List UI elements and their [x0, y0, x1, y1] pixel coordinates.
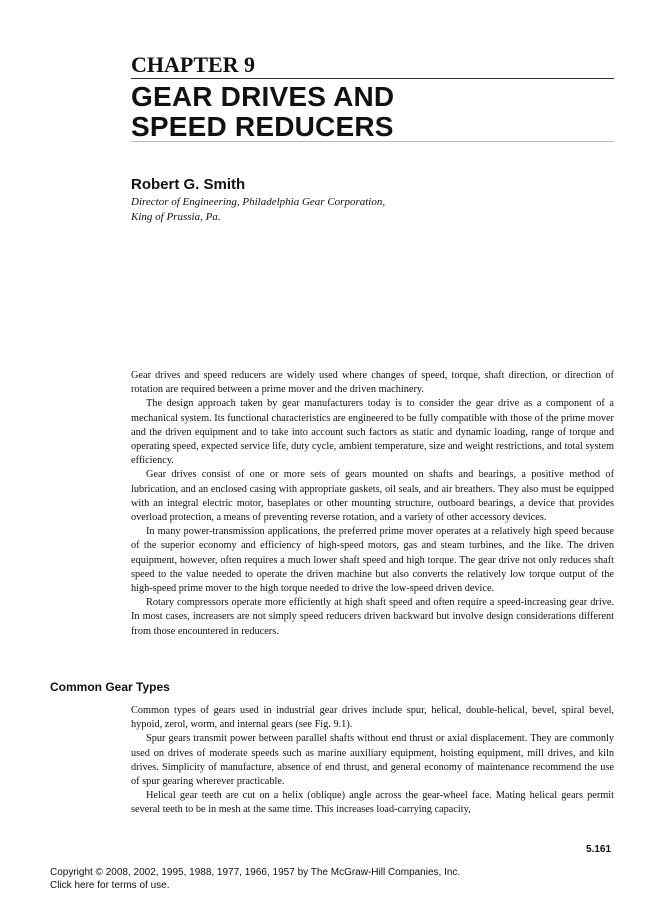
copyright-notice: Copyright © 2008, 2002, 1995, 1988, 1977, 1966, 1957 by The McGraw-Hill Companies, Inc.: [50, 867, 461, 878]
author-name: Robert G. Smith: [131, 176, 246, 193]
section-text: [131, 704, 614, 818]
chapter-rule: [131, 78, 614, 79]
terms-of-use-link[interactable]: Click here for terms of use.: [50, 880, 170, 891]
chapter-label: CHAPTER 9: [131, 52, 256, 77]
chapter-title-line: SPEED REDUCERS: [131, 111, 394, 142]
section-heading: Common Gear Types: [50, 680, 170, 694]
affiliation-line: King of Prussia, Pa.: [131, 211, 221, 223]
chapter-title-line: GEAR DRIVES AND: [131, 81, 395, 112]
affiliation-line: Director of Engineering, Philadelphia Gear Corporation,: [131, 196, 386, 208]
paragraph: Rotary compressors operate more efficiently at high shaft speed and often require a speed-increasing gear drive. In most cases, increasers are not simply speed reducers driven backward but involve design considerations different from those encountered in reducers.: [131, 597, 614, 637]
paragraph: Gear drives consist of one or more sets of gears mounted on shafts and bearings, a positive method of lubrication, and an enclosed casing with appropriate gaskets, oil seals, and air breathers. They also must be equipped with an integral electric motor, baseplates or other mounting structure, outboard bearings, a device that provides overload protection, a means of preventing reverse rotation, and a variety of other accessory devices.: [131, 469, 614, 524]
paragraph: Common types of gears used in industrial gear drives include spur, helical, double-helical, bevel, spiral bevel, hypoid, zerol, worm, and internal gears (see Fig. 9.1).: [131, 705, 614, 731]
author-affiliation: [131, 195, 385, 225]
title-divider: [131, 141, 614, 142]
intro-text: [131, 369, 614, 639]
paragraph: Gear drives and speed reducers are widely used where changes of speed, torque, shaft direction, or direction of rotation are required between a prime mover and the driven machinery.: [131, 370, 614, 396]
paragraph: The design approach taken by gear manufacturers today is to consider the gear drive as a component of a mechanical system. Its functional characteristics are engineered to be fully compatible with those of the prime mover and the driven equipment and to take into account such factors as static and dynamic loading, range of torque and operating speed, expected service life, duty cycle, ambient temperature, size and weight restrictions, and total system efficiency.: [131, 398, 614, 467]
paragraph: Helical gear teeth are cut on a helix (oblique) angle across the gear-wheel face. Mating helical gears permit several teeth to be in mesh at the same time. This increases load-carrying capacity,: [131, 790, 614, 816]
paragraph: In many power-transmission applications, the preferred prime mover operates at a relatively high speed because of the superior economy and efficiency of high-speed motors, gas and steam turbines, and the like. The driven equipment, however, often requires a much lower shaft speed and high torque. The gear drive not only reduces shaft speed to the value needed to operate the driven machine but also converts the relatively low torque output of the high-speed prime mover to the high torque needed to drive the low-speed driven device.: [131, 526, 614, 595]
paragraph: Spur gears transmit power between parallel shafts without end thrust or axial displacement. They are commonly used on drives of moderate speeds such as marine auxiliary equipment, hoisting equipment, mill drives, and kiln drives. Simplicity of manufacture, absence of end thrust, and general economy of maintenance recommend the use of spur gearing wherever practicable.: [131, 733, 614, 788]
page-number: 5.161: [586, 844, 612, 855]
chapter-title: [131, 82, 614, 142]
